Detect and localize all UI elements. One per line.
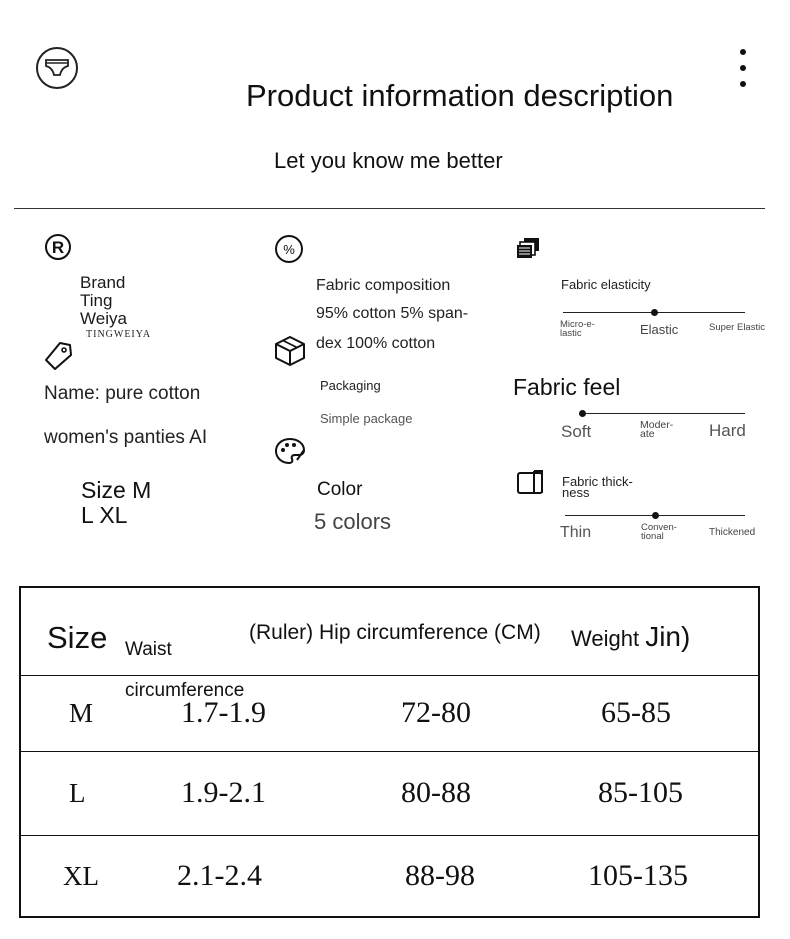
- svg-text:%: %: [283, 242, 295, 257]
- header-divider: [14, 208, 765, 209]
- size-info: Size M L XL: [81, 477, 152, 528]
- thickness-left-label: Thin: [560, 524, 592, 541]
- table-row: M 1.7-1.9 72-80 65-85: [20, 675, 759, 751]
- registered-trademark-icon: [44, 233, 72, 261]
- header-weight: Weight Jin): [571, 621, 691, 652]
- size-chart-table: [19, 586, 760, 918]
- packaging-label: Packaging: [320, 378, 381, 393]
- color-palette-icon: [273, 436, 307, 466]
- feel-middle-label: Moder- ate: [640, 419, 674, 440]
- table-row: XL 2.1-2.4 88-98 105-135: [20, 835, 759, 917]
- more-menu-icon[interactable]: [734, 47, 752, 89]
- header-hip: (Ruler) Hip circumference (CM): [249, 621, 541, 644]
- feel-left-label: Soft: [561, 422, 592, 441]
- thickness-level-dot: [652, 512, 659, 519]
- color-value: 5 colors: [314, 509, 392, 534]
- elasticity-middle-label: Elastic: [640, 322, 679, 337]
- product-name-line2: women's panties AI: [44, 427, 208, 448]
- thickness-book-icon: [516, 469, 546, 497]
- brand-logo-text: TINGWEIYA: [86, 329, 152, 340]
- color-label: Color: [317, 479, 363, 500]
- feel-scale-line: [580, 413, 745, 414]
- feel-level-dot: [579, 410, 586, 417]
- elasticity-left-label: Micro-e- lastic: [560, 319, 595, 339]
- elasticity-right-label: Super Elastic: [709, 322, 765, 333]
- underwear-logo-icon: [36, 47, 78, 89]
- percent-icon: [274, 234, 304, 264]
- page-title: Product information description: [246, 78, 674, 113]
- packaging-value: Simple package: [320, 411, 413, 426]
- thickness-label: Fabric thick- ness: [562, 474, 633, 500]
- size-table-header: [20, 587, 759, 675]
- header-waist: Waist circumference: [125, 639, 245, 701]
- fabric-composition-line2: dex 100% cotton: [316, 335, 436, 352]
- price-tag-icon: [43, 340, 73, 372]
- fabric-composition-label: Fabric composition: [316, 277, 451, 294]
- table-row: L 1.9-2.1 80-88 85-105: [20, 751, 759, 835]
- product-name-line1: Name: pure cotton: [44, 383, 201, 404]
- thickness-middle-label: Conven- tional: [641, 522, 677, 542]
- feel-label: Fabric feel: [513, 374, 621, 400]
- fabric-layers-icon: [516, 236, 542, 260]
- feel-right-label: Hard: [709, 421, 746, 440]
- elasticity-label: Fabric elasticity: [561, 277, 651, 292]
- header-size: Size: [47, 620, 108, 655]
- package-box-icon: [273, 334, 307, 368]
- elasticity-level-dot: [651, 309, 658, 316]
- fabric-composition-line1: 95% cotton 5% span-: [316, 305, 469, 322]
- svg-text:R: R: [51, 238, 65, 257]
- page-subtitle: Let you know me better: [274, 148, 503, 173]
- thickness-right-label: Thickened: [709, 527, 756, 538]
- brand-label: Brand Ting Weiya: [80, 273, 127, 328]
